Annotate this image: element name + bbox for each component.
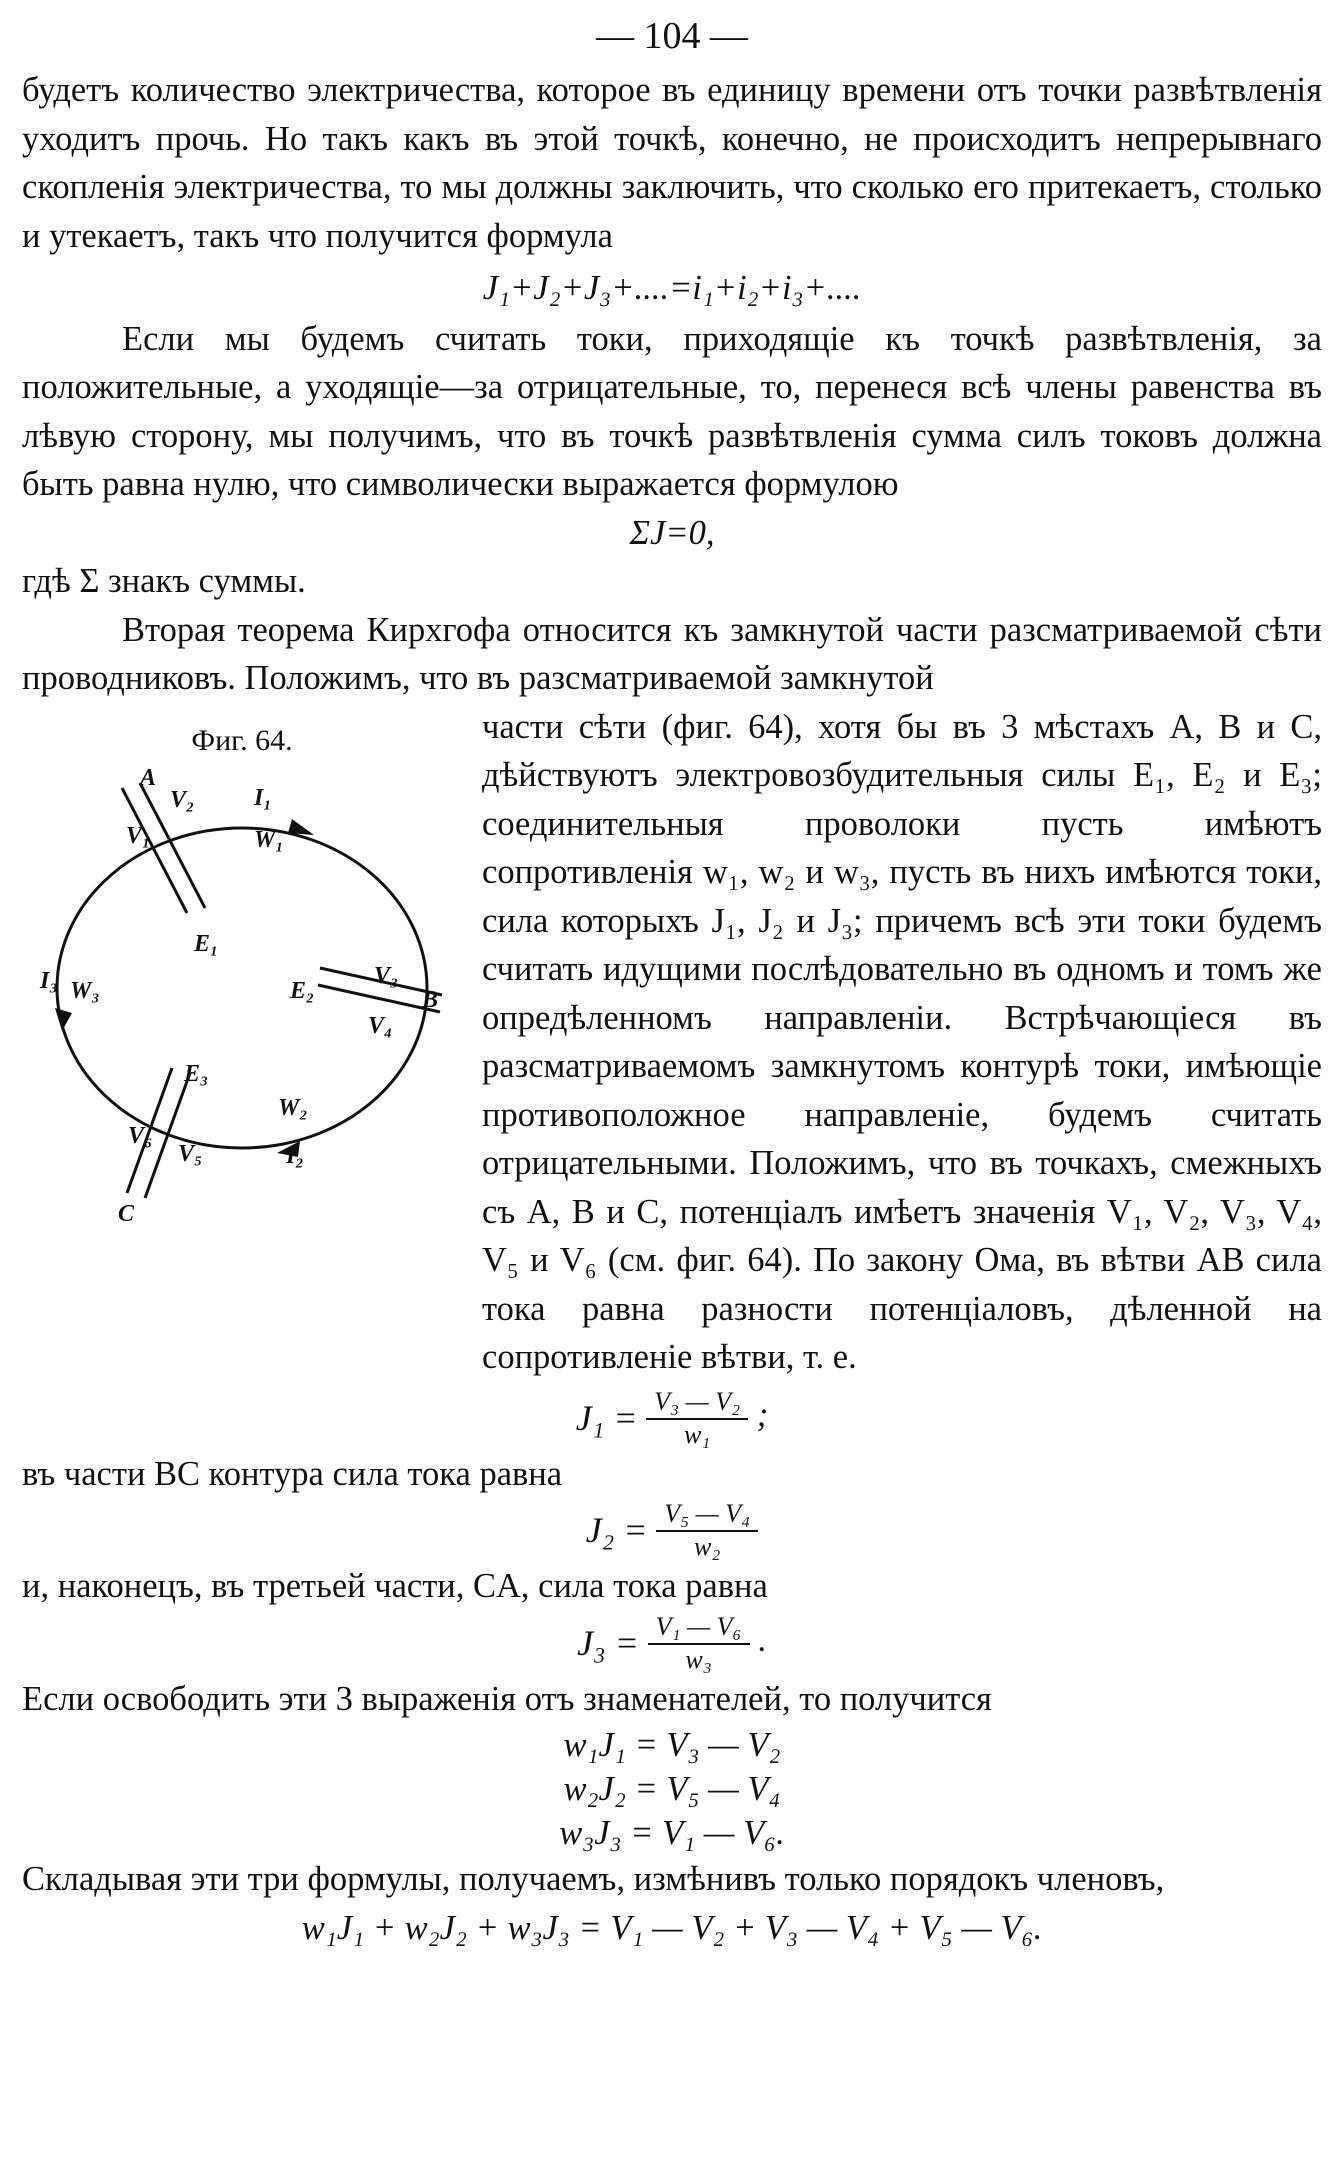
label-v5: V₅ [178,1140,203,1167]
paragraph-3: гдѣ Σ знакъ суммы. [22,562,306,600]
formula-j1-tail: ; [756,1395,769,1434]
formula-j2-fraction [656,1498,758,1562]
system-line-3: w₃J₃ = V₁ — V₆. [559,1814,785,1852]
figure-64 [22,703,462,1353]
paragraph-8: Складывая эти три формулы, получаемъ, измѣнивъ только порядокъ членовъ, [22,1860,1165,1898]
equation-sum-currents: J₁+J₂+J₃+....=i₁+i₂+i₃+.... [482,269,862,307]
label-v1: V₁ [126,822,151,849]
formula-j1 [22,1386,1322,1450]
page-number: — 104 — [596,15,748,57]
formula-j2-numerator: V₅ — V₄ [656,1498,758,1532]
paragraph-6: и, наконецъ, въ третьей части, CA, сила тока равна [22,1567,768,1605]
equation-final: w₁J₁ + w₂J₂ + w₃J₃ = V₁ — V₂ + V₃ — V₄ + V₅ — V₆. [301,1908,1043,1947]
label-e2: E₂ [290,977,315,1004]
label-w3: W₃ [70,977,100,1004]
formula-j3-fraction [648,1611,750,1675]
formula-j3-tail: . [758,1620,767,1659]
formula-j1-numerator: V₃ — V₂ [646,1386,748,1420]
paragraph-4b: части сѣти (фиг. 64), хотя бы въ 3 мѣстахъ A, B и C, дѣйствуютъ электровозбудительныя силы E₁, E₂ и E₃; соединительныя проволоки пусть имѣютъ сопротивленія w₁, w₂ и w₃, пусть въ нихъ имѣются токи, сила которыхъ J₁, J₂ и J₃; причемъ всѣ эти токи будемъ считать идущими послѣдовательно въ одномъ и томъ же опредѣленномъ направленіи. Встрѣчающіеся въ разсматриваемомъ замкнутомъ контурѣ токи, имѣющіе противоположное направленіе, будемъ считать отрицательными. Положимъ, что въ точкахъ, смежныхъ съ A, B и C, потенціалъ имѣетъ значенія V₁, V₂, V₃, V₄, V₅ и V₆ (см. фиг. 64). По закону Ома, въ вѣтви AB сила тока равна разности потенціаловъ, дѣленной на сопротивленіе вѣтви, т. е. [482,707,1322,1376]
formula-j3 [22,1611,1322,1675]
system-line-1: w₁J₁ = V₃ — V₂ [563,1726,781,1764]
label-v3: V₃ [374,962,399,989]
label-a: A [140,764,157,791]
paragraph-2: Если мы будемъ считать токи, приходящіе къ точкѣ развѣтвленія, за положительные, а уходящіе—за отрицательные, то, перенеся всѣ члены равенства въ лѣвую сторону, мы получимъ, что въ точкѣ развѣтвленія сумма силъ токовъ должна быть равна нулю, что символически выражается формулою [22,319,1322,503]
formula-j2-denominator: w₂ [694,1532,721,1561]
equation-sigma: ΣJ=0, [629,513,715,552]
label-e3: E₃ [184,1060,209,1087]
system-line-2: w₂J₂ = V₅ — V₄ [563,1770,781,1808]
label-w2: W₂ [278,1094,308,1121]
paragraph-5: въ части BC контура сила тока равна [22,1454,563,1493]
paragraph-4a: Вторая теорема Кирхгофа относится къ замкнутой части разсматриваемой сѣти проводниковъ. Положимъ, что въ разсматриваемой замкнутой [22,610,1322,697]
formula-j1-denominator: w₁ [683,1419,711,1449]
formula-j1-fraction [646,1386,748,1450]
formula-j3-lhs: J₃ = [577,1622,639,1663]
formula-j3-denominator: w₃ [685,1644,712,1674]
formula-j3-numerator: V₁ — V₆ [648,1611,750,1645]
paragraph-1: будетъ количество электричества, которое въ единицу времени отъ точки развѣтвленія уходитъ прочь. Но такъ какъ въ этой точкѣ, конечно, не происходитъ непрерывнаго скопленія электричества, то мы должны заключить, что сколько его притекаетъ, столько и утекаетъ, такъ что получится формула [22,71,1322,255]
label-v2: V₂ [170,786,195,813]
formula-j2 [22,1498,1322,1562]
body-text [22,66,1322,1952]
label-b: B [422,986,439,1013]
label-c: C [118,1200,135,1227]
label-w1: W₁ [254,826,284,853]
circuit-diagram [22,763,462,1323]
label-i2: I₂ [286,1142,304,1169]
label-v4: V₄ [368,1012,393,1039]
figure-caption: Фиг. 64. [191,723,293,757]
label-e1: E₁ [194,930,219,957]
label-i3: I₃ [40,967,58,994]
label-v6: V₆ [128,1122,153,1149]
formula-j2-lhs: J₂ = [585,1509,648,1550]
label-i1: I₁ [254,784,272,811]
formula-j1-lhs: J₁ = [575,1397,638,1438]
paragraph-7: Если освободить эти 3 выраженія отъ знаменателей, то получится [22,1679,992,1718]
